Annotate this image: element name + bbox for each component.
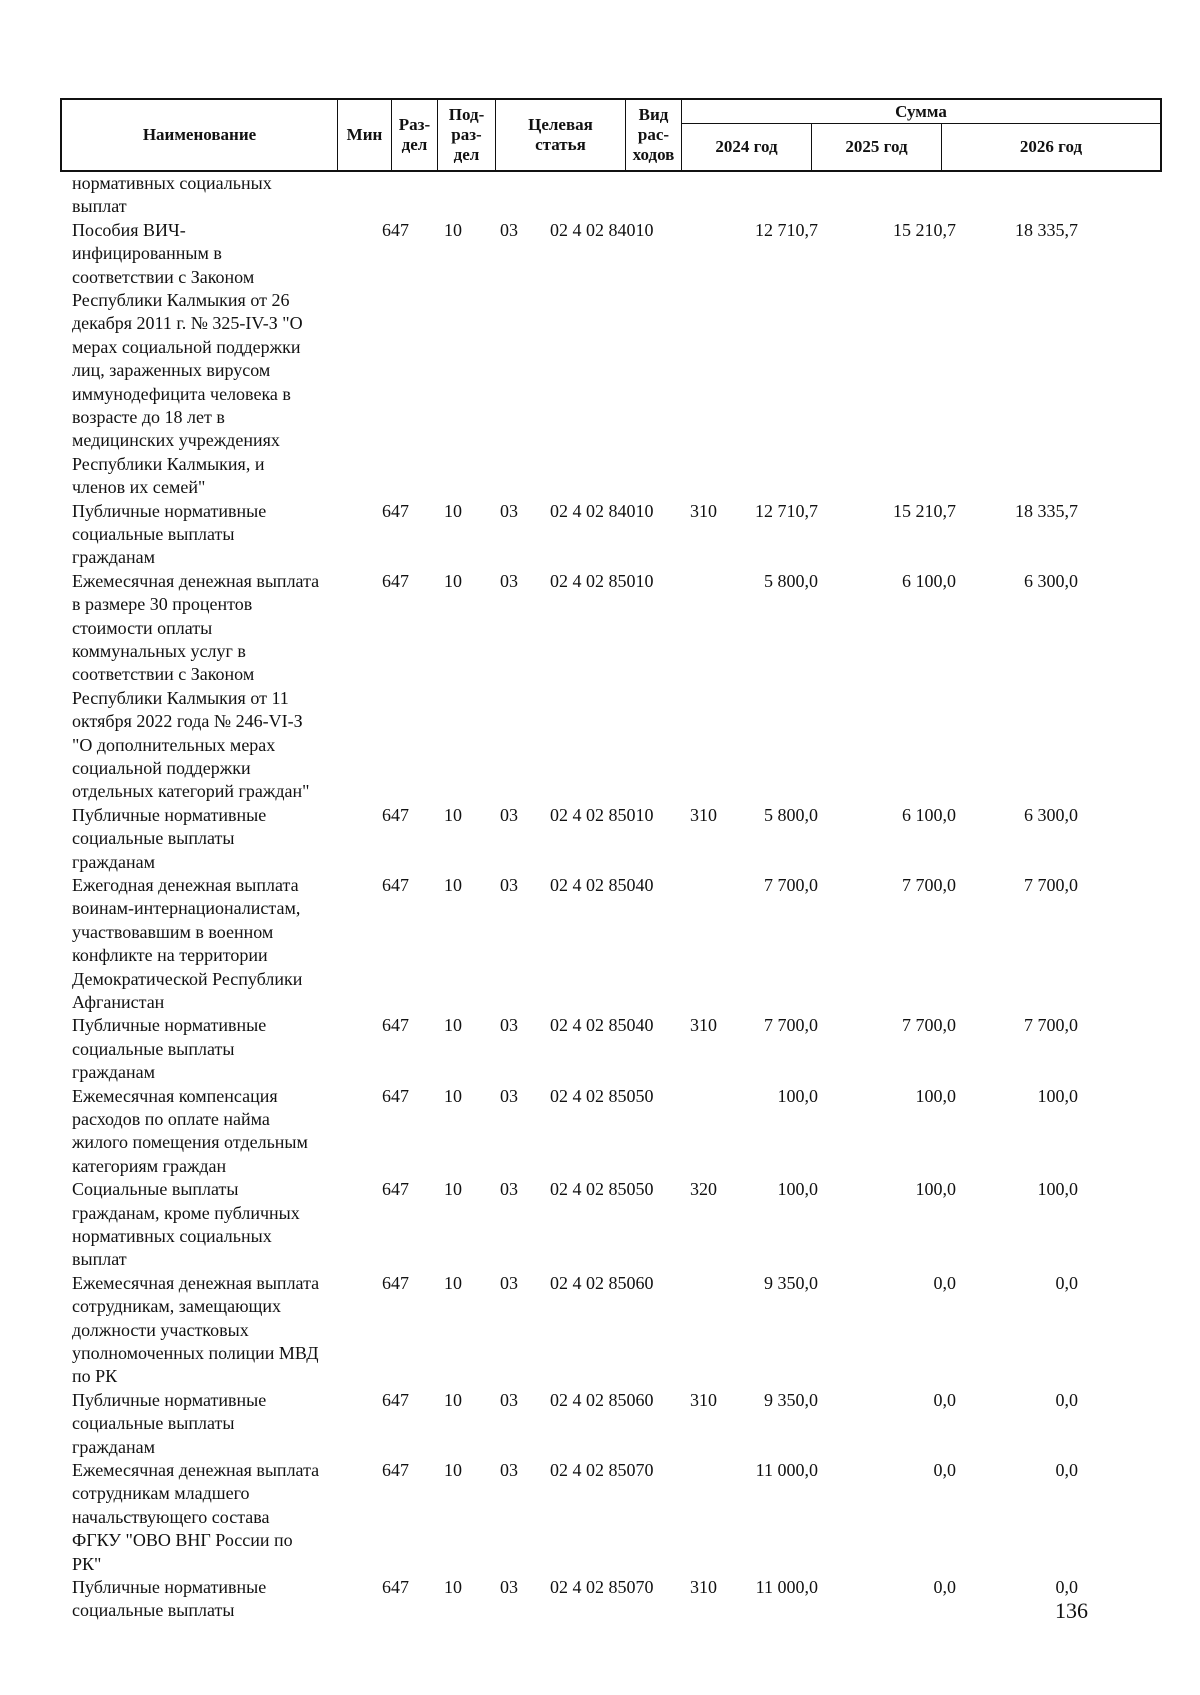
row-sum-2024: 11 000,0 — [755, 1459, 818, 1480]
table-row — [60, 874, 1170, 1014]
row-name-line: расходов по оплате найма — [72, 1108, 270, 1129]
row-razdel: 10 — [444, 804, 462, 825]
row-name — [72, 1085, 362, 1179]
row-razdel: 10 — [444, 1085, 462, 1106]
header-podrazdel-line: раз- — [451, 125, 482, 144]
header-celevaya-line: Целевая — [528, 115, 593, 134]
row-name — [72, 1459, 362, 1576]
header-year-2024: 2024 год — [682, 124, 812, 170]
row-sum-2024: 9 350,0 — [764, 1272, 818, 1293]
row-sum-2024: 5 800,0 — [764, 570, 818, 591]
row-name-line: Публичные нормативные — [72, 1015, 267, 1036]
row-min: 647 — [382, 1389, 409, 1410]
row-celevaya-statya: 02 4 02 85050 — [550, 1085, 654, 1106]
header-summa: Сумма — [682, 100, 1160, 124]
row-name-line: Республики Калмыкия от 26 — [72, 290, 290, 311]
row-name-line: Ежемесячная денежная выплата — [72, 570, 320, 591]
row-sum-2024: 11 000,0 — [755, 1576, 818, 1597]
row-name — [72, 570, 362, 804]
row-sum-2026: 18 335,7 — [1015, 500, 1078, 521]
row-sum-2025: 6 100,0 — [902, 804, 956, 825]
row-name-line: Публичные нормативные — [72, 1576, 267, 1597]
row-sum-2024: 12 710,7 — [755, 500, 818, 521]
row-name-line: иммунодефицита человека в — [72, 383, 291, 404]
row-podrazdel: 03 — [500, 1272, 518, 1293]
header-min: Мин — [338, 100, 392, 170]
row-vid-rashodov: 310 — [690, 1015, 717, 1036]
row-vid-rashodov: 310 — [690, 500, 717, 521]
row-sum-2024: 100,0 — [777, 1085, 818, 1106]
row-name-line: социальные выплаты — [72, 1413, 235, 1434]
row-name-line: нормативных социальных — [72, 1225, 272, 1246]
row-name-line: Ежегодная денежная выплата — [72, 874, 299, 895]
row-name-line: социальной поддержки — [72, 758, 251, 779]
table-row — [60, 1389, 1170, 1459]
row-name-line: стоимости оплаты — [72, 617, 213, 638]
row-vid-rashodov: 310 — [690, 1389, 717, 1410]
header-vid-line: рас- — [637, 125, 670, 144]
row-celevaya-statya: 02 4 02 85060 — [550, 1272, 654, 1293]
header-podrazdel-line: Под- — [448, 105, 485, 124]
header-razdel-line: дел — [401, 135, 428, 154]
row-name-line: выплат — [72, 1249, 127, 1270]
row-min: 647 — [382, 1179, 409, 1200]
row-name-line: участвовавшим в военном — [72, 921, 274, 942]
row-razdel: 10 — [444, 219, 462, 240]
row-podrazdel: 03 — [500, 500, 518, 521]
header-vid — [626, 100, 682, 170]
header-razdel-line: Раз- — [398, 115, 431, 134]
row-name — [72, 1014, 362, 1084]
row-min: 647 — [382, 219, 409, 240]
header-razdel — [392, 100, 438, 170]
header-celevaya — [496, 100, 626, 170]
table-row — [60, 1576, 1170, 1623]
header-podrazdel — [438, 100, 496, 170]
row-name-line: гражданам — [72, 1436, 155, 1457]
row-sum-2026: 18 335,7 — [1015, 219, 1078, 240]
row-name-line: коммунальных услуг в — [72, 641, 246, 661]
header-vid-line: Вид — [638, 105, 669, 124]
row-name-line: нормативных социальных — [72, 173, 272, 193]
row-name-line: гражданам — [72, 1062, 155, 1083]
row-razdel: 10 — [444, 500, 462, 521]
row-sum-2026: 6 300,0 — [1024, 570, 1078, 591]
row-razdel: 10 — [444, 1179, 462, 1200]
table-row — [60, 1178, 1170, 1272]
row-celevaya-statya: 02 4 02 85060 — [550, 1389, 654, 1410]
table-header — [60, 98, 1162, 172]
row-name-line: РК" — [72, 1553, 102, 1574]
header-name: Наименование — [62, 100, 338, 170]
row-sum-2025: 15 210,7 — [893, 219, 956, 240]
row-name-line: Демократической Республики — [72, 968, 303, 989]
row-sum-2026: 0,0 — [1055, 1272, 1078, 1293]
row-name-line: жилого помещения отдельным — [72, 1132, 308, 1153]
row-min: 647 — [382, 1576, 409, 1597]
row-name-line: начальствующего состава — [72, 1506, 270, 1527]
row-sum-2026: 7 700,0 — [1024, 1015, 1078, 1036]
table-row — [60, 1014, 1170, 1084]
row-sum-2025: 100,0 — [915, 1085, 956, 1106]
table-row — [60, 500, 1170, 570]
row-sum-2026: 100,0 — [1037, 1179, 1078, 1200]
row-razdel: 10 — [444, 1389, 462, 1410]
row-name-line: гражданам — [72, 547, 155, 568]
row-name-line: Ежемесячная денежная выплата — [72, 1459, 320, 1480]
row-sum-2024: 7 700,0 — [764, 1015, 818, 1036]
row-name — [72, 219, 362, 500]
header-year-2025: 2025 год — [812, 124, 942, 170]
row-podrazdel: 03 — [500, 1085, 518, 1106]
row-min: 647 — [382, 874, 409, 895]
row-sum-2025: 100,0 — [915, 1179, 956, 1200]
row-podrazdel: 03 — [500, 804, 518, 825]
row-name-line: социальные выплаты — [72, 524, 235, 544]
row-podrazdel: 03 — [500, 1179, 518, 1200]
row-podrazdel: 03 — [500, 1459, 518, 1480]
header-celevaya-line: статья — [535, 135, 586, 154]
row-name-line: Публичные нормативные — [72, 1389, 267, 1410]
row-sum-2025: 0,0 — [933, 1272, 956, 1293]
row-name-line: Республики Калмыкия от 11 — [72, 687, 289, 708]
row-sum-2026: 0,0 — [1055, 1389, 1078, 1410]
table-row — [60, 804, 1170, 874]
table-row — [60, 570, 1170, 804]
row-name-line: сотрудникам, замещающих — [72, 1296, 282, 1317]
row-podrazdel: 03 — [500, 1389, 518, 1410]
row-name-line: декабря 2011 г. № 325-IV-З "О — [72, 313, 303, 334]
table-row — [60, 1085, 1170, 1179]
row-name — [72, 500, 362, 570]
row-name — [72, 1178, 362, 1272]
row-name-line: Публичные нормативные — [72, 500, 267, 521]
row-sum-2026: 7 700,0 — [1024, 874, 1078, 895]
row-name-line: отдельных категорий граждан" — [72, 781, 310, 802]
row-name-line: ФГКУ "ОВО ВНГ России по — [72, 1530, 293, 1551]
row-vid-rashodov: 310 — [690, 1576, 717, 1597]
row-razdel: 10 — [444, 1015, 462, 1036]
row-name-line: социальные выплаты — [72, 828, 235, 849]
row-min: 647 — [382, 1272, 409, 1293]
row-name-line: конфликте на территории — [72, 945, 268, 966]
row-celevaya-statya: 02 4 02 85070 — [550, 1459, 654, 1480]
row-celevaya-statya: 02 4 02 85070 — [550, 1576, 654, 1597]
row-razdel: 10 — [444, 570, 462, 591]
table-row — [60, 172, 1170, 219]
row-sum-2024: 12 710,7 — [755, 219, 818, 240]
row-celevaya-statya: 02 4 02 85040 — [550, 874, 654, 895]
row-vid-rashodov: 310 — [690, 804, 717, 825]
row-celevaya-statya: 02 4 02 85040 — [550, 1015, 654, 1036]
row-name-line: Публичные нормативные — [72, 804, 267, 825]
row-name-line: уполномоченных полиции МВД — [72, 1342, 319, 1363]
row-name-line: Республики Калмыкия, и — [72, 453, 265, 474]
row-name-line: лиц, зараженных вирусом — [72, 360, 271, 381]
header-podrazdel-line: дел — [453, 145, 480, 164]
row-name-line: возрасте до 18 лет в — [72, 407, 225, 428]
row-name — [72, 874, 362, 1014]
row-celevaya-statya: 02 4 02 84010 — [550, 219, 654, 240]
row-sum-2026: 0,0 — [1055, 1576, 1078, 1597]
row-min: 647 — [382, 1085, 409, 1106]
row-name-line: сотрудникам младшего — [72, 1483, 250, 1504]
row-name-line: Ежемесячная денежная выплата — [72, 1272, 320, 1293]
row-name-line: членов их семей" — [72, 477, 206, 498]
row-sum-2025: 0,0 — [933, 1459, 956, 1480]
row-min: 647 — [382, 570, 409, 591]
row-name-line: гражданам, кроме публичных — [72, 1202, 300, 1223]
row-sum-2026: 6 300,0 — [1024, 804, 1078, 825]
row-name-line: Пособия ВИЧ- — [72, 219, 186, 240]
row-razdel: 10 — [444, 1576, 462, 1597]
row-name-line: Ежемесячная компенсация — [72, 1085, 278, 1106]
row-podrazdel: 03 — [500, 874, 518, 895]
row-vid-rashodov: 320 — [690, 1179, 717, 1200]
row-name-line: "О дополнительных мерах — [72, 734, 276, 755]
row-name — [72, 172, 362, 219]
row-sum-2025: 0,0 — [933, 1389, 956, 1410]
table-row — [60, 1272, 1170, 1389]
row-name-line: социальные выплаты — [72, 1600, 235, 1621]
row-name-line: выплат — [72, 196, 127, 217]
table-row — [60, 219, 1170, 500]
row-name-line: соответствии с Законом — [72, 664, 255, 685]
row-name-line: соответствии с Законом — [72, 266, 255, 287]
row-podrazdel: 03 — [500, 1576, 518, 1597]
row-name-line: Афганистан — [72, 992, 165, 1012]
row-name — [72, 1389, 362, 1459]
row-name — [72, 1272, 362, 1389]
row-name-line: в размере 30 процентов — [72, 594, 253, 615]
row-razdel: 10 — [444, 874, 462, 895]
row-min: 647 — [382, 1459, 409, 1480]
row-sum-2025: 15 210,7 — [893, 500, 956, 521]
row-celevaya-statya: 02 4 02 85050 — [550, 1179, 654, 1200]
row-min: 647 — [382, 1015, 409, 1036]
page-number: 136 — [1055, 1598, 1088, 1623]
row-podrazdel: 03 — [500, 1015, 518, 1036]
row-sum-2025: 0,0 — [933, 1576, 956, 1597]
row-min: 647 — [382, 804, 409, 825]
row-name-line: по РК — [72, 1366, 118, 1387]
row-name-line: гражданам — [72, 851, 155, 872]
header-year-2026: 2026 год — [1019, 137, 1083, 156]
header-vid-line: ходов — [632, 145, 675, 164]
row-razdel: 10 — [444, 1272, 462, 1293]
row-name — [72, 1576, 362, 1623]
row-name-line: мерах социальной поддержки — [72, 336, 301, 357]
row-name-line: Социальные выплаты — [72, 1179, 239, 1200]
row-name-line: воинам-интернационалистам, — [72, 898, 301, 919]
row-podrazdel: 03 — [500, 219, 518, 240]
row-name-line: должности участковых — [72, 1319, 249, 1340]
row-name-line: категориям граждан — [72, 1155, 227, 1176]
row-celevaya-statya: 02 4 02 85010 — [550, 570, 654, 591]
row-razdel: 10 — [444, 1459, 462, 1480]
row-sum-2025: 7 700,0 — [902, 874, 956, 895]
row-name — [72, 804, 362, 874]
row-podrazdel: 03 — [500, 570, 518, 591]
row-celevaya-statya: 02 4 02 85010 — [550, 804, 654, 825]
row-celevaya-statya: 02 4 02 84010 — [550, 500, 654, 521]
row-sum-2024: 100,0 — [777, 1179, 818, 1200]
row-sum-2025: 7 700,0 — [902, 1015, 956, 1036]
row-sum-2025: 6 100,0 — [902, 570, 956, 591]
row-name-line: октября 2022 года № 246-VI-З — [72, 711, 303, 732]
table-row — [60, 1459, 1170, 1576]
row-sum-2024: 9 350,0 — [764, 1389, 818, 1410]
row-name-line: медицинских учреждениях — [72, 430, 280, 451]
row-sum-2026: 0,0 — [1055, 1459, 1078, 1480]
row-name-line: социальные выплаты — [72, 1038, 235, 1059]
table-body — [60, 172, 1170, 1623]
row-sum-2026: 100,0 — [1037, 1085, 1078, 1106]
row-sum-2024: 5 800,0 — [764, 804, 818, 825]
row-min: 647 — [382, 500, 409, 521]
row-sum-2024: 7 700,0 — [764, 874, 818, 895]
row-name-line: инфицированным в — [72, 243, 222, 264]
